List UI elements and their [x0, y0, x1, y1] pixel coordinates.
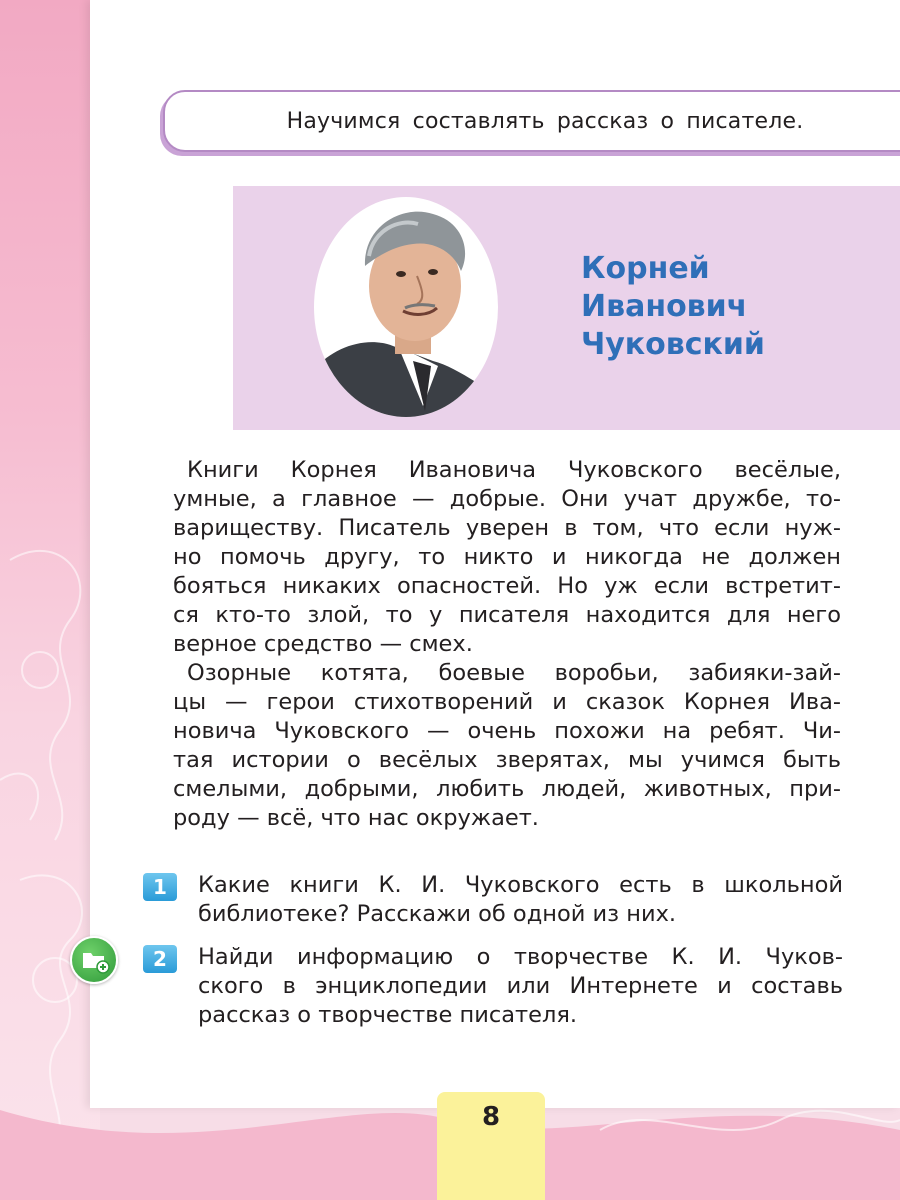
author-surname: Чуковский — [581, 327, 765, 362]
text-line: библиотеке? Расскажи об одной из них. — [198, 901, 677, 927]
author-portrait — [313, 196, 499, 418]
task-number-badge: 1 — [143, 873, 177, 901]
text-line: ского в энциклопедии или Интернете и составь — [198, 973, 843, 999]
task-item — [143, 871, 843, 929]
folder-plus-glyph — [72, 938, 116, 982]
text-line: вариществу. Писатель уверен в том, что если нуж- — [173, 515, 841, 541]
text-line: рассказ о творчестве писателя. — [198, 1002, 578, 1028]
task-number-badge: 2 — [143, 945, 177, 973]
task-text — [198, 871, 843, 929]
page-number: 8 — [481, 1102, 501, 1132]
text-line: бояться никаких опасностей. Но уж если встретит- — [173, 573, 841, 599]
author-first-name: Корней — [581, 251, 710, 286]
task-list — [143, 871, 843, 1038]
author-panel — [233, 186, 900, 430]
text-line: роду — всё, что нас окружает. — [173, 805, 539, 831]
text-line: цы — герои стихотворений и сказок Корнея Ива- — [173, 689, 841, 715]
author-name — [581, 250, 765, 364]
text-line: Книги Корнея Ивановича Чуковского весёлые, — [187, 457, 841, 483]
task-text — [198, 943, 843, 1030]
text-line: Какие книги К. И. Чуковского есть в школьной — [198, 872, 843, 898]
folder-plus-icon[interactable] — [70, 936, 118, 984]
text-line: ся кто-то злой, то у писателя находится для него — [173, 602, 841, 628]
text-line: но помочь другу, то никто и никогда не должен — [173, 544, 841, 570]
lesson-goal-text: Научимся составлять рассказ о писателе. — [286, 108, 804, 134]
text-line: верное средство — смех. — [173, 631, 473, 657]
text-line: Найди информацию о творчестве К. И. Чуков- — [198, 944, 843, 970]
lesson-goal-box — [163, 90, 900, 152]
page-number-tab — [437, 1092, 545, 1200]
text-line: смелыми, добрыми, любить людей, животных, при- — [173, 776, 841, 802]
text-line: умные, а главное — добрые. Они учат дружбе, то- — [173, 486, 841, 512]
author-patronymic: Иванович — [581, 289, 748, 324]
author-description — [173, 456, 841, 833]
text-line: Озорные котята, боевые воробьи, забияки-зай- — [187, 660, 841, 686]
text-line: тая истории о весёлых зверятах, мы учимся быть — [173, 747, 841, 773]
text-line: новича Чуковского — очень похожи на ребят. Чи- — [173, 718, 841, 744]
task-item — [143, 943, 843, 1030]
